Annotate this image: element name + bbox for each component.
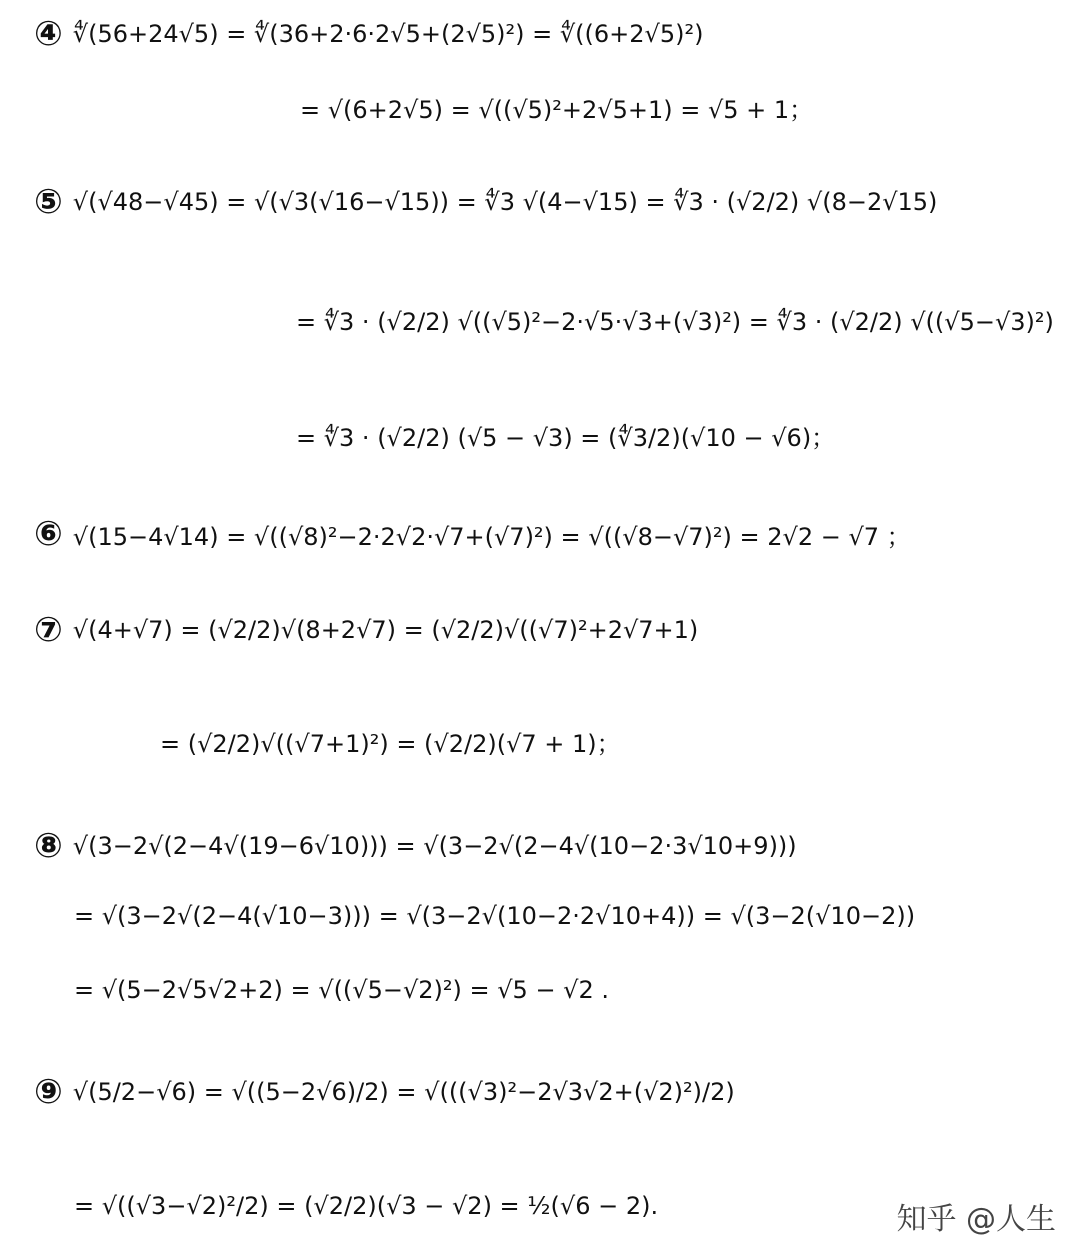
equation-line: = √((√3−√2)²/2) = (√2/2)(√3 − √2) = ½(√6 − 2). xyxy=(74,1192,659,1220)
problem-6-line-1 xyxy=(34,514,911,554)
problem-5-line-2 xyxy=(296,308,1054,336)
problem-9-line-1 xyxy=(34,1072,735,1112)
equation-line: √(√48−√45) = √(√3(√16−√15)) = ∜3 √(4−√15) = ∜3 · (√2/2) √(8−2√15) xyxy=(72,188,938,216)
problem-4-line-2 xyxy=(300,90,813,125)
problem-marker: ④ xyxy=(34,14,63,54)
problem-marker: ⑧ xyxy=(34,826,63,866)
problem-marker: ⑥ xyxy=(34,514,63,554)
equation-line: √(15−4√14) = √((√8)²−2·2√2·√7+(√7)²) = √((√8−√7)²) = 2√2 − √7 ； xyxy=(72,522,911,551)
equation-line: √(3−2√(2−4√(19−6√10))) = √(3−2√(2−4√(10−2·3√10+9))) xyxy=(72,832,797,860)
problem-5-line-1 xyxy=(34,182,937,222)
problem-marker: ⑨ xyxy=(34,1072,63,1112)
equation-line: = (√2/2)√((√7+1)²) = (√2/2)(√7 + 1)； xyxy=(160,730,621,758)
problem-7-line-2 xyxy=(160,724,621,759)
problem-4-line-1 xyxy=(34,14,703,54)
equation-line: √(5/2−√6) = √((5−2√6)/2) = √(((√3)²−2√3√2+(√2)²)/2) xyxy=(72,1078,735,1106)
problem-marker: ⑦ xyxy=(34,610,63,650)
problem-marker: ⑤ xyxy=(34,182,63,222)
equation-line: = ∜3 · (√2/2) √((√5)²−2·√5·√3+(√3)²) = ∜3 · (√2/2) √((√5−√3)²) xyxy=(296,308,1054,336)
problem-7-line-1 xyxy=(34,610,698,650)
problem-8-line-2 xyxy=(74,902,915,930)
equation-line: = √(3−2√(2−4(√10−3))) = √(3−2√(10−2·2√10+4)) = √(3−2(√10−2)) xyxy=(74,902,916,930)
equation-line: = √(5−2√5√2+2) = √((√5−√2)²) = √5 − √2 . xyxy=(74,976,609,1004)
problem-8-line-1 xyxy=(34,826,797,866)
equation-line: = ∜3 · (√2/2) (√5 − √3) = (∜3/2)(√10 − √6)； xyxy=(296,424,836,452)
problem-5-line-3 xyxy=(296,418,835,453)
problem-9-line-2 xyxy=(74,1192,658,1220)
equation-line: ∜(56+24√5) = ∜(36+2·6·2√5+(2√5)²) = ∜((6+2√5)²) xyxy=(72,20,704,48)
watermark: 知乎 @人生 xyxy=(896,1202,1056,1237)
problem-8-line-3 xyxy=(74,976,609,1004)
equation-line: = √(6+2√5) = √((√5)²+2√5+1) = √5 + 1； xyxy=(300,96,814,124)
equation-line: √(4+√7) = (√2/2)√(8+2√7) = (√2/2)√((√7)²+2√7+1) xyxy=(72,616,699,644)
